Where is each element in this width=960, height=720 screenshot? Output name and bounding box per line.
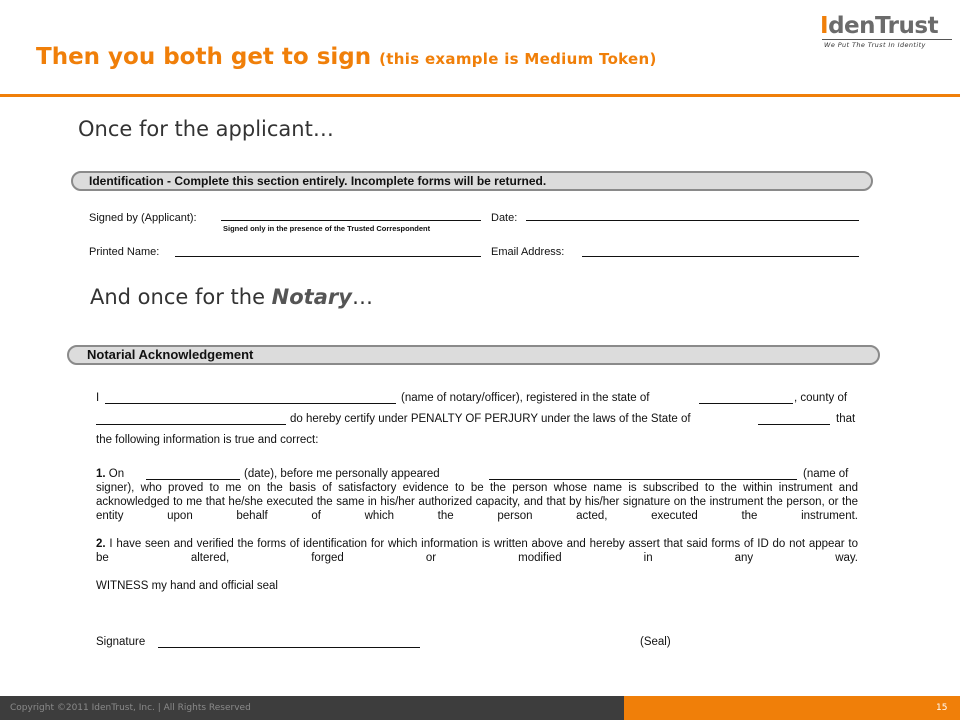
date-line xyxy=(526,220,859,221)
logo-tagline: We Put The Trust In Identity xyxy=(824,41,926,49)
p1-on: On xyxy=(108,468,125,480)
page-number: 15 xyxy=(936,703,948,713)
printed-name-line xyxy=(175,256,481,257)
signed-by-label: Signed by (Applicant): xyxy=(89,212,197,224)
logo-wordmark-first: I xyxy=(820,13,829,39)
p1-date-text: (date), before me personally appeared xyxy=(244,468,440,480)
header-divider xyxy=(0,94,960,97)
p2-number: 2. xyxy=(96,538,106,550)
notarial-banner: Notarial Acknowledgement xyxy=(67,345,880,365)
p1-date-line xyxy=(146,479,240,480)
notary-heading-prefix: And once for the xyxy=(90,285,272,309)
notary-line3: the following information is true and correct: xyxy=(96,434,319,446)
notary-heading-suffix: … xyxy=(351,285,373,309)
slide-title xyxy=(36,44,657,70)
notary-heading-emph: Notary xyxy=(271,285,352,309)
logo-wordmark-rest: denTrust xyxy=(828,13,939,39)
p1-name-of: (name of xyxy=(803,468,849,480)
seal-label: (Seal) xyxy=(640,636,671,648)
p1-number-bold: 1. xyxy=(96,468,106,480)
printed-name-label: Printed Name: xyxy=(89,246,160,258)
notary-i: I xyxy=(96,392,100,404)
signature-label: Signature xyxy=(96,636,146,648)
witness-text: WITNESS my hand and official seal xyxy=(96,580,278,592)
signature-line xyxy=(158,647,420,648)
slide-title-main: Then you both get to sign xyxy=(36,44,372,70)
p1-signer-line xyxy=(489,479,797,480)
notary-name-line xyxy=(105,403,396,404)
signed-by-line xyxy=(221,220,481,221)
p2-text: I have seen and verified the forms of identification for which information is written above and hereby assert that said forms of ID do not appear to be altered, forged or modified in any way. xyxy=(96,538,858,564)
identrust-logo xyxy=(820,14,956,50)
footer-copyright: Copyright ©2011 IdenTrust, Inc. | All Rights Reserved xyxy=(10,703,251,713)
date-label: Date: xyxy=(491,212,518,224)
footer-bar-orange xyxy=(624,696,960,720)
p1-body: signer), who proved to me on the basis of satisfactory evidence to be the person whose name is subscribed to the within instrument and acknowledged to me that he/she executed the same in his/her authorized capacity, and that by his/her signature on the instrument the person, or the entity upon behalf of which the person acted, executed the instrument. xyxy=(96,482,858,522)
slide-title-subtitle: (this example is Medium Token) xyxy=(379,50,657,68)
logo-wordmark xyxy=(820,14,956,38)
email-line xyxy=(582,256,859,257)
state-line xyxy=(699,403,793,404)
notary-line1-text: (name of notary/officer), registered in the state of xyxy=(401,392,650,404)
county-line xyxy=(96,424,286,425)
law-state-line xyxy=(758,424,830,425)
notary-line1-end: , county of xyxy=(794,392,848,404)
notary-heading xyxy=(90,285,373,309)
logo-underline xyxy=(822,39,952,40)
p2-body xyxy=(96,537,858,565)
signed-by-note: Signed only in the presence of the Trusted Correspondent xyxy=(223,224,431,233)
email-label: Email Address: xyxy=(491,246,565,258)
notary-line2-end: that xyxy=(836,413,856,425)
identification-banner: Identification - Complete this section entirely. Incomplete forms will be returned. xyxy=(71,171,873,191)
applicant-heading: Once for the applicant… xyxy=(78,117,334,141)
p1-number xyxy=(96,467,124,481)
notary-line2-text: do hereby certify under PENALTY OF PERJURY under the laws of the State of xyxy=(290,413,691,425)
